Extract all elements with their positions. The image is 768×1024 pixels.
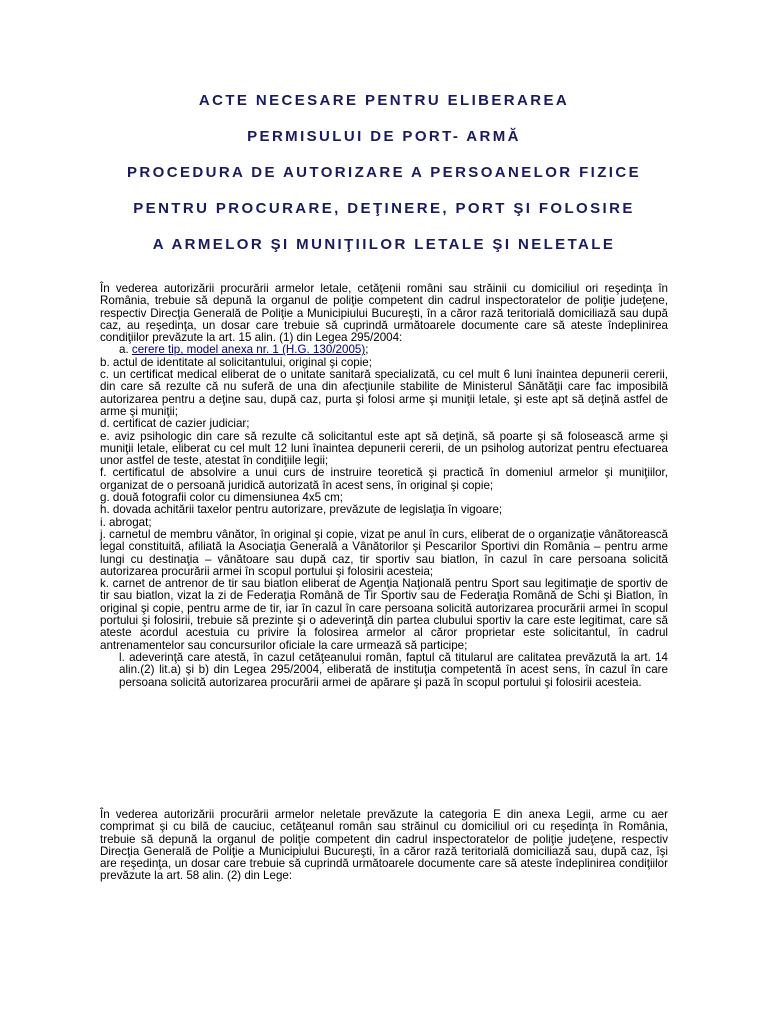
list-item-g: g. două fotografii color cu dimensiunea 4x5 cm; <box>100 491 343 505</box>
list-item-d: d. certificat de cazier judiciar; <box>100 417 250 431</box>
lethal-intro-paragraph: În vederea autorizării procurării armelor letale, cetăţenii români sau străinii cu domiciliul ori reşedinţa în România, trebuie să depună la organul de poliţie competent din cadrul inspectoratelor de poliţie judeţene, respectiv Direcţia Generală de Poliţie a Municipiului Bucureşti, în a căror rază teritorială domiciliază sau după caz, au reşedinţa, un dosar care trebuie să cuprindă următoarele documente care să ateste îndeplinirea condiţiilor prevăzute la art. 15 alin. (1) din Legea 295/2004: <box>100 282 668 345</box>
list-item-l: l. adeverinţă care atestă, în cazul cetăţeanului român, faptul că titularul are calitatea prevăzută la art. 14 alin.(2) lit.a) şi b) din Legea 295/2004, eliberată de instituţia competentă în acest sens, în cazul în care persoana solicită autorizarea procurării armei de apărare şi pază în scopul portului şi folosirii acesteia. <box>119 650 668 689</box>
list-item-j: j. carnetul de membru vânător, în original şi copie, vizat pe anul în curs, eliberat de o organizaţie vânătorească legal constituită, afiliată la Asociaţia Generală a Vânătorilor şi Pescarilor Sportivi din România – pentru arme lungi cu destinaţia – vânătoare sau după caz, tir sportiv sau biatlon, în cazul în care persoana solicită autorizarea procurării armei în scopul portului şi folosirii acesteia; <box>100 527 668 578</box>
title-line-1: ACTE NECESARE PENTRU ELIBERAREA <box>198 92 570 109</box>
list-item-h: h. dovada achitării taxelor pentru autorizare, prevăzute de legislaţia în vigoare; <box>100 503 503 517</box>
list-item-b: b. actul de identitate al solicitantului, original şi copie; <box>100 355 372 369</box>
lethal-weapons-section <box>100 283 668 689</box>
list-item-e: e. aviz psihologic din care să rezulte că solicitantul este apt să deţină, să poarte şi să folosească arme şi muniţii letale, eliberat cu cel mult 12 luni înaintea depunerii cererii, de un psiholog autorizat pentru efectuarea unor astfel de teste, atestat în condiţiile legii; <box>100 429 668 468</box>
list-item-k: k. carnet de antrenor de tir sau biatlon eliberat de Agenţia Naţională pentru Sport sau legitimaţie de sportiv de tir sau biatlon, vizat la zi de Federaţia Română de Tir Sportiv sau de Federaţia Română de Schi şi Biatlon, în original şi copie, pentru arme de tir, iar în cazul în care persoana solicită autorizarea procurării armei în scopul portului şi folosirii, trebuie să prezinte şi o adeverinţă din partea clubului sportiv la care este legitimat, care să ateste acordul acestuia cu privire la folosirea armelor al căror proprietar este solicitantul, în cadrul antrenamentelor sau concursurilor oficiale la care urmează să participe; <box>100 577 668 652</box>
non-lethal-paragraph: În vederea autorizării procurării armelor neletale prevăzute la categoria E din anexa Legii, arme cu aer comprimat şi cu bilă de cauciuc, cetăţeanul român sau străinul cu domiciliul ori cu reşedinţa în România, trebuie să depună la organul de poliţie competent din cadrul inspectoratelor de poliţie judeţene, respectiv Direcţia Generală de Poliţie a Municipiului Bucureşti, în a căror rază teritorială domiciliază sau, după caz, îşi are reşedinţa, un dosar care trebuie să cuprindă următoarele documente care să ateste îndeplinirea condiţiilor prevăzute la art. 58 alin. (2) din Lege: <box>100 808 668 883</box>
form-template-link[interactable]: cerere tip, model anexa nr. 1 (H.G. 130/2005) <box>131 343 366 357</box>
item-a-prefix: a. <box>119 343 129 357</box>
title-line-2: PERMISULUI DE PORT- ARMĂ <box>247 128 521 145</box>
title-line-5: A ARMELOR ŞI MUNIŢIILOR LETALE ŞI NELETALE <box>152 236 616 253</box>
requirements-list <box>100 344 668 688</box>
title-line-4: PENTRU PROCURARE, DEŢINERE, PORT ŞI FOLOSIRE <box>133 200 635 217</box>
document-title-block <box>0 88 768 268</box>
item-a-suffix: ; <box>365 343 369 357</box>
title-line-3: PROCEDURA DE AUTORIZARE A PERSOANELOR FIZICE <box>127 164 641 181</box>
non-lethal-weapons-section <box>100 809 668 883</box>
list-item-i: i. abrogat; <box>100 515 152 529</box>
list-item-c: c. un certificat medical eliberat de o unitate sanitară specializată, cu cel mult 6 luni înaintea depunerii cererii, din care să rezulte că nu suferă de una din afecţiunile stabilite de Ministerul Sănătăţii care fac imposibilă autorizarea pentru a deţine sau, după caz, purta şi folosi arme şi muniţii letale, şi este apt să deţină astfel de arme şi muniţii; <box>100 368 668 418</box>
list-item-a <box>100 344 668 356</box>
list-item-f: f. certificatul de absolvire a unui curs de instruire teoretică şi practică în domeniul armelor şi muniţiilor, organizat de o persoană juridică autorizată în acest sens, în original şi copie; <box>100 466 668 492</box>
